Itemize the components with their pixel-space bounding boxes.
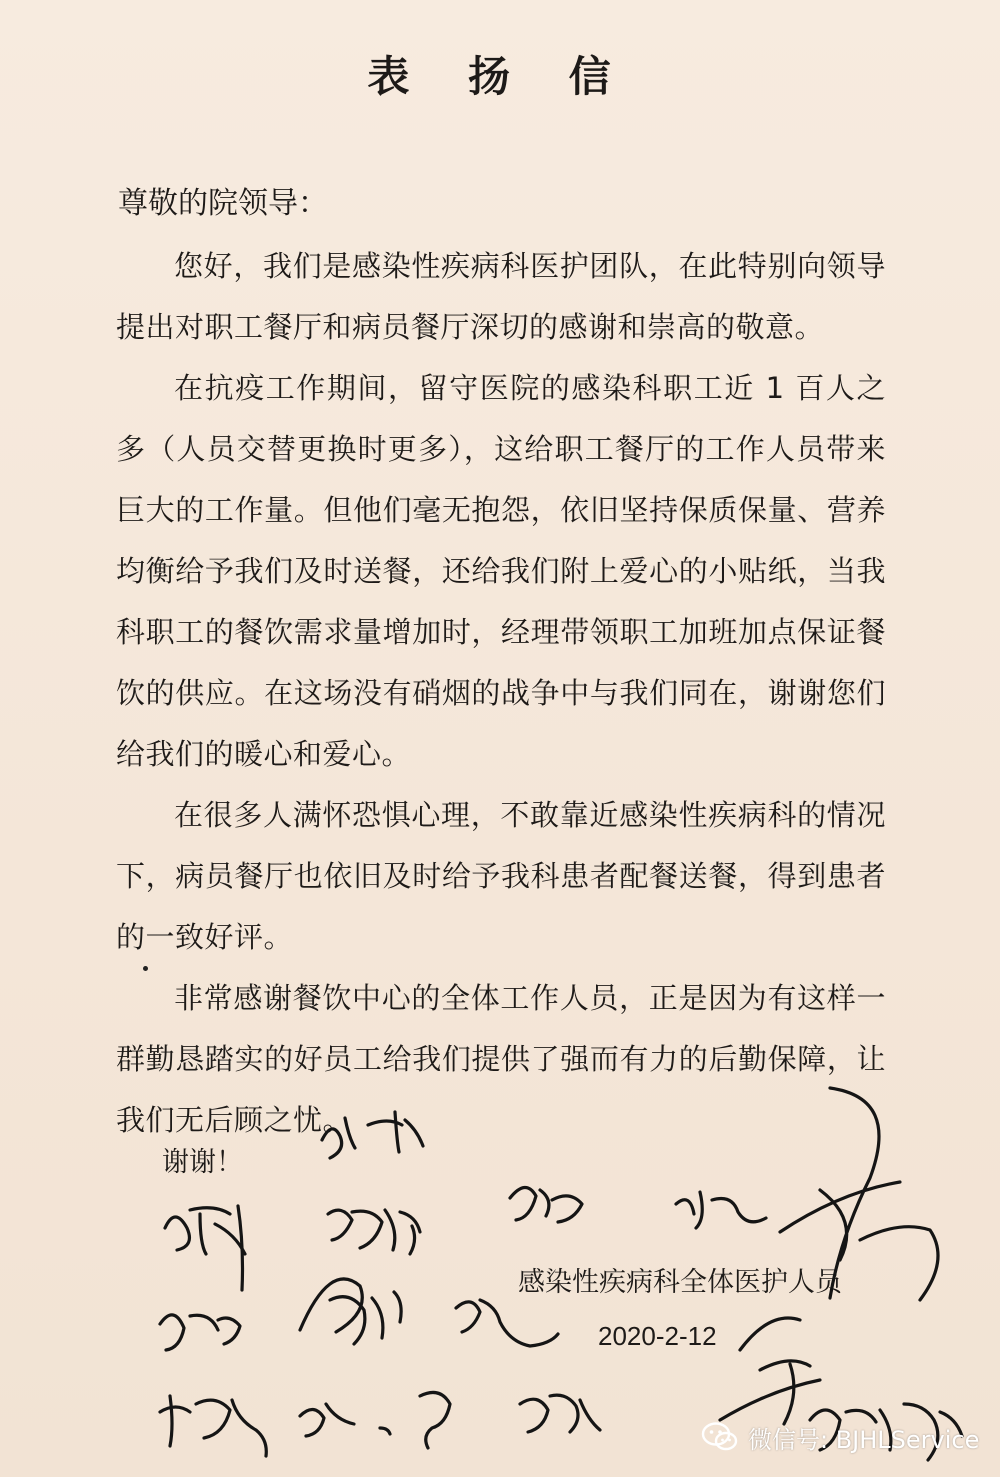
paragraph-thanks: 非常感谢餐饮中心的全体工作人员，正是因为有这样一群勤恳踏实的好员工给我们提供了强而有力的后勤保障，让我们无后顾之忧。 xyxy=(116,981,886,1137)
watermark-text: 微信号: BJHLService xyxy=(748,1425,980,1454)
paragraph-greeting: 您好，我们是感染性疾病科医护团队，在此特别向领导提出对职工餐厅和病员餐厅深切的感谢和崇高的敬意。 xyxy=(116,249,886,344)
signature-7 xyxy=(300,1279,401,1344)
signature-8 xyxy=(456,1300,558,1346)
signature-9 xyxy=(160,1396,266,1456)
signature-3 xyxy=(328,1210,420,1254)
salutation: 尊敬的院领导： xyxy=(118,186,328,221)
ink-dot xyxy=(143,966,148,971)
signature-11 xyxy=(420,1392,450,1448)
paragraph-patient-canteen: 在很多人满怀恐惧心理，不敢靠近感染性疾病科的情况下，病员餐厅也依旧及时给予我科患者配餐送餐，得到患者的一致好评。 xyxy=(116,798,886,954)
letter-body xyxy=(116,236,886,1151)
signature-12 xyxy=(520,1395,600,1432)
signature-10 xyxy=(300,1404,390,1436)
signature-4 xyxy=(510,1187,582,1222)
letter-title: 表 扬 信 xyxy=(367,52,633,101)
letter-date: 2020-2-12 xyxy=(598,1321,717,1351)
wechat-watermark xyxy=(700,1415,990,1459)
signature-6 xyxy=(160,1315,240,1350)
signature-13 xyxy=(720,1318,820,1424)
paragraph-staff-canteen: 在抗疫工作期间，留守医院的感染科职工近 1 百人之多（人员交替更换时更多），这给职工餐厅的工作人员带来巨大的工作量。但他们毫无抱怨，依旧坚持保质保量、营养均衡给予我们及时送餐，还给我们附上爱心的小贴纸，当我科职工的餐饮需求量增加时，经理带领职工加班加点保证餐饮的供应。在这场没有硝烟的战争中与我们同在，谢谢您们给我们的暖心和爱心。 xyxy=(116,371,886,771)
signature-2 xyxy=(165,1206,245,1290)
wechat-icon xyxy=(700,1417,740,1457)
closing-thanks: 谢谢！ xyxy=(162,1147,243,1178)
signed-by: 感染性疾病科全体医护人员 xyxy=(518,1267,842,1298)
